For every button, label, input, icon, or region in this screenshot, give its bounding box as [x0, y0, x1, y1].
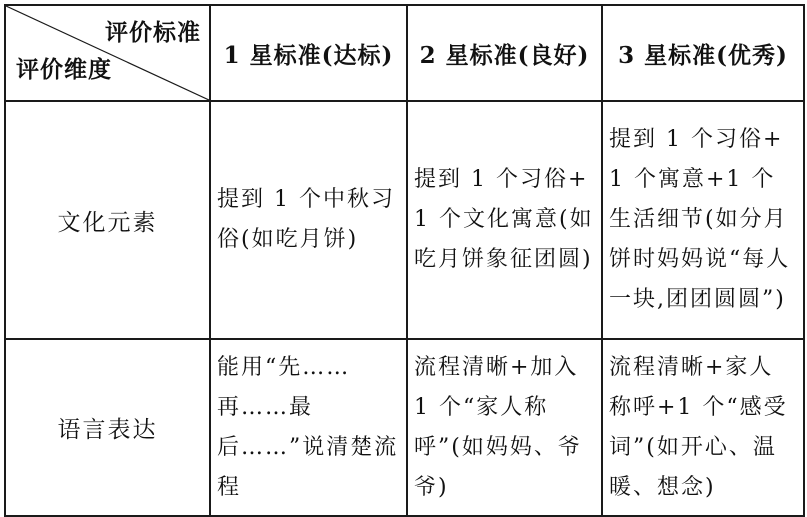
corner-header-cell [5, 5, 210, 101]
language-three-star-cell: 流程清晰+家人称呼+1 个“感受词”(如开心、温暖、想念) [602, 339, 804, 516]
dimension-culture: 文化元素 [5, 101, 210, 339]
dimension-corner-label: 评价维度 [16, 56, 112, 83]
table-row-culture [5, 101, 804, 339]
culture-two-star-cell: 提到 1 个习俗+1 个文化寓意(如吃月饼象征团圆) [407, 101, 602, 339]
evaluation-rubric-table [4, 4, 805, 517]
culture-one-star-cell: 提到 1 个中秋习俗(如吃月饼) [210, 101, 407, 339]
dimension-language: 语言表达 [5, 339, 210, 516]
header-row [5, 5, 804, 101]
culture-three-star-cell: 提到 1 个习俗+1 个寓意+1 个生活细节(如分月饼时妈妈说“每人一块,团团圆圆”) [602, 101, 804, 339]
header-one-star: 1 星标准(达标) [210, 5, 407, 101]
header-two-star: 2 星标准(良好) [407, 5, 602, 101]
criteria-corner-label: 评价标准 [105, 19, 201, 46]
language-two-star-cell: 流程清晰+加入 1 个“家人称呼”(如妈妈、爷爷) [407, 339, 602, 516]
header-three-star: 3 星标准(优秀) [602, 5, 804, 101]
language-one-star-cell: 能用“先……再……最后……”说清楚流程 [210, 339, 407, 516]
table-row-language [5, 339, 804, 516]
